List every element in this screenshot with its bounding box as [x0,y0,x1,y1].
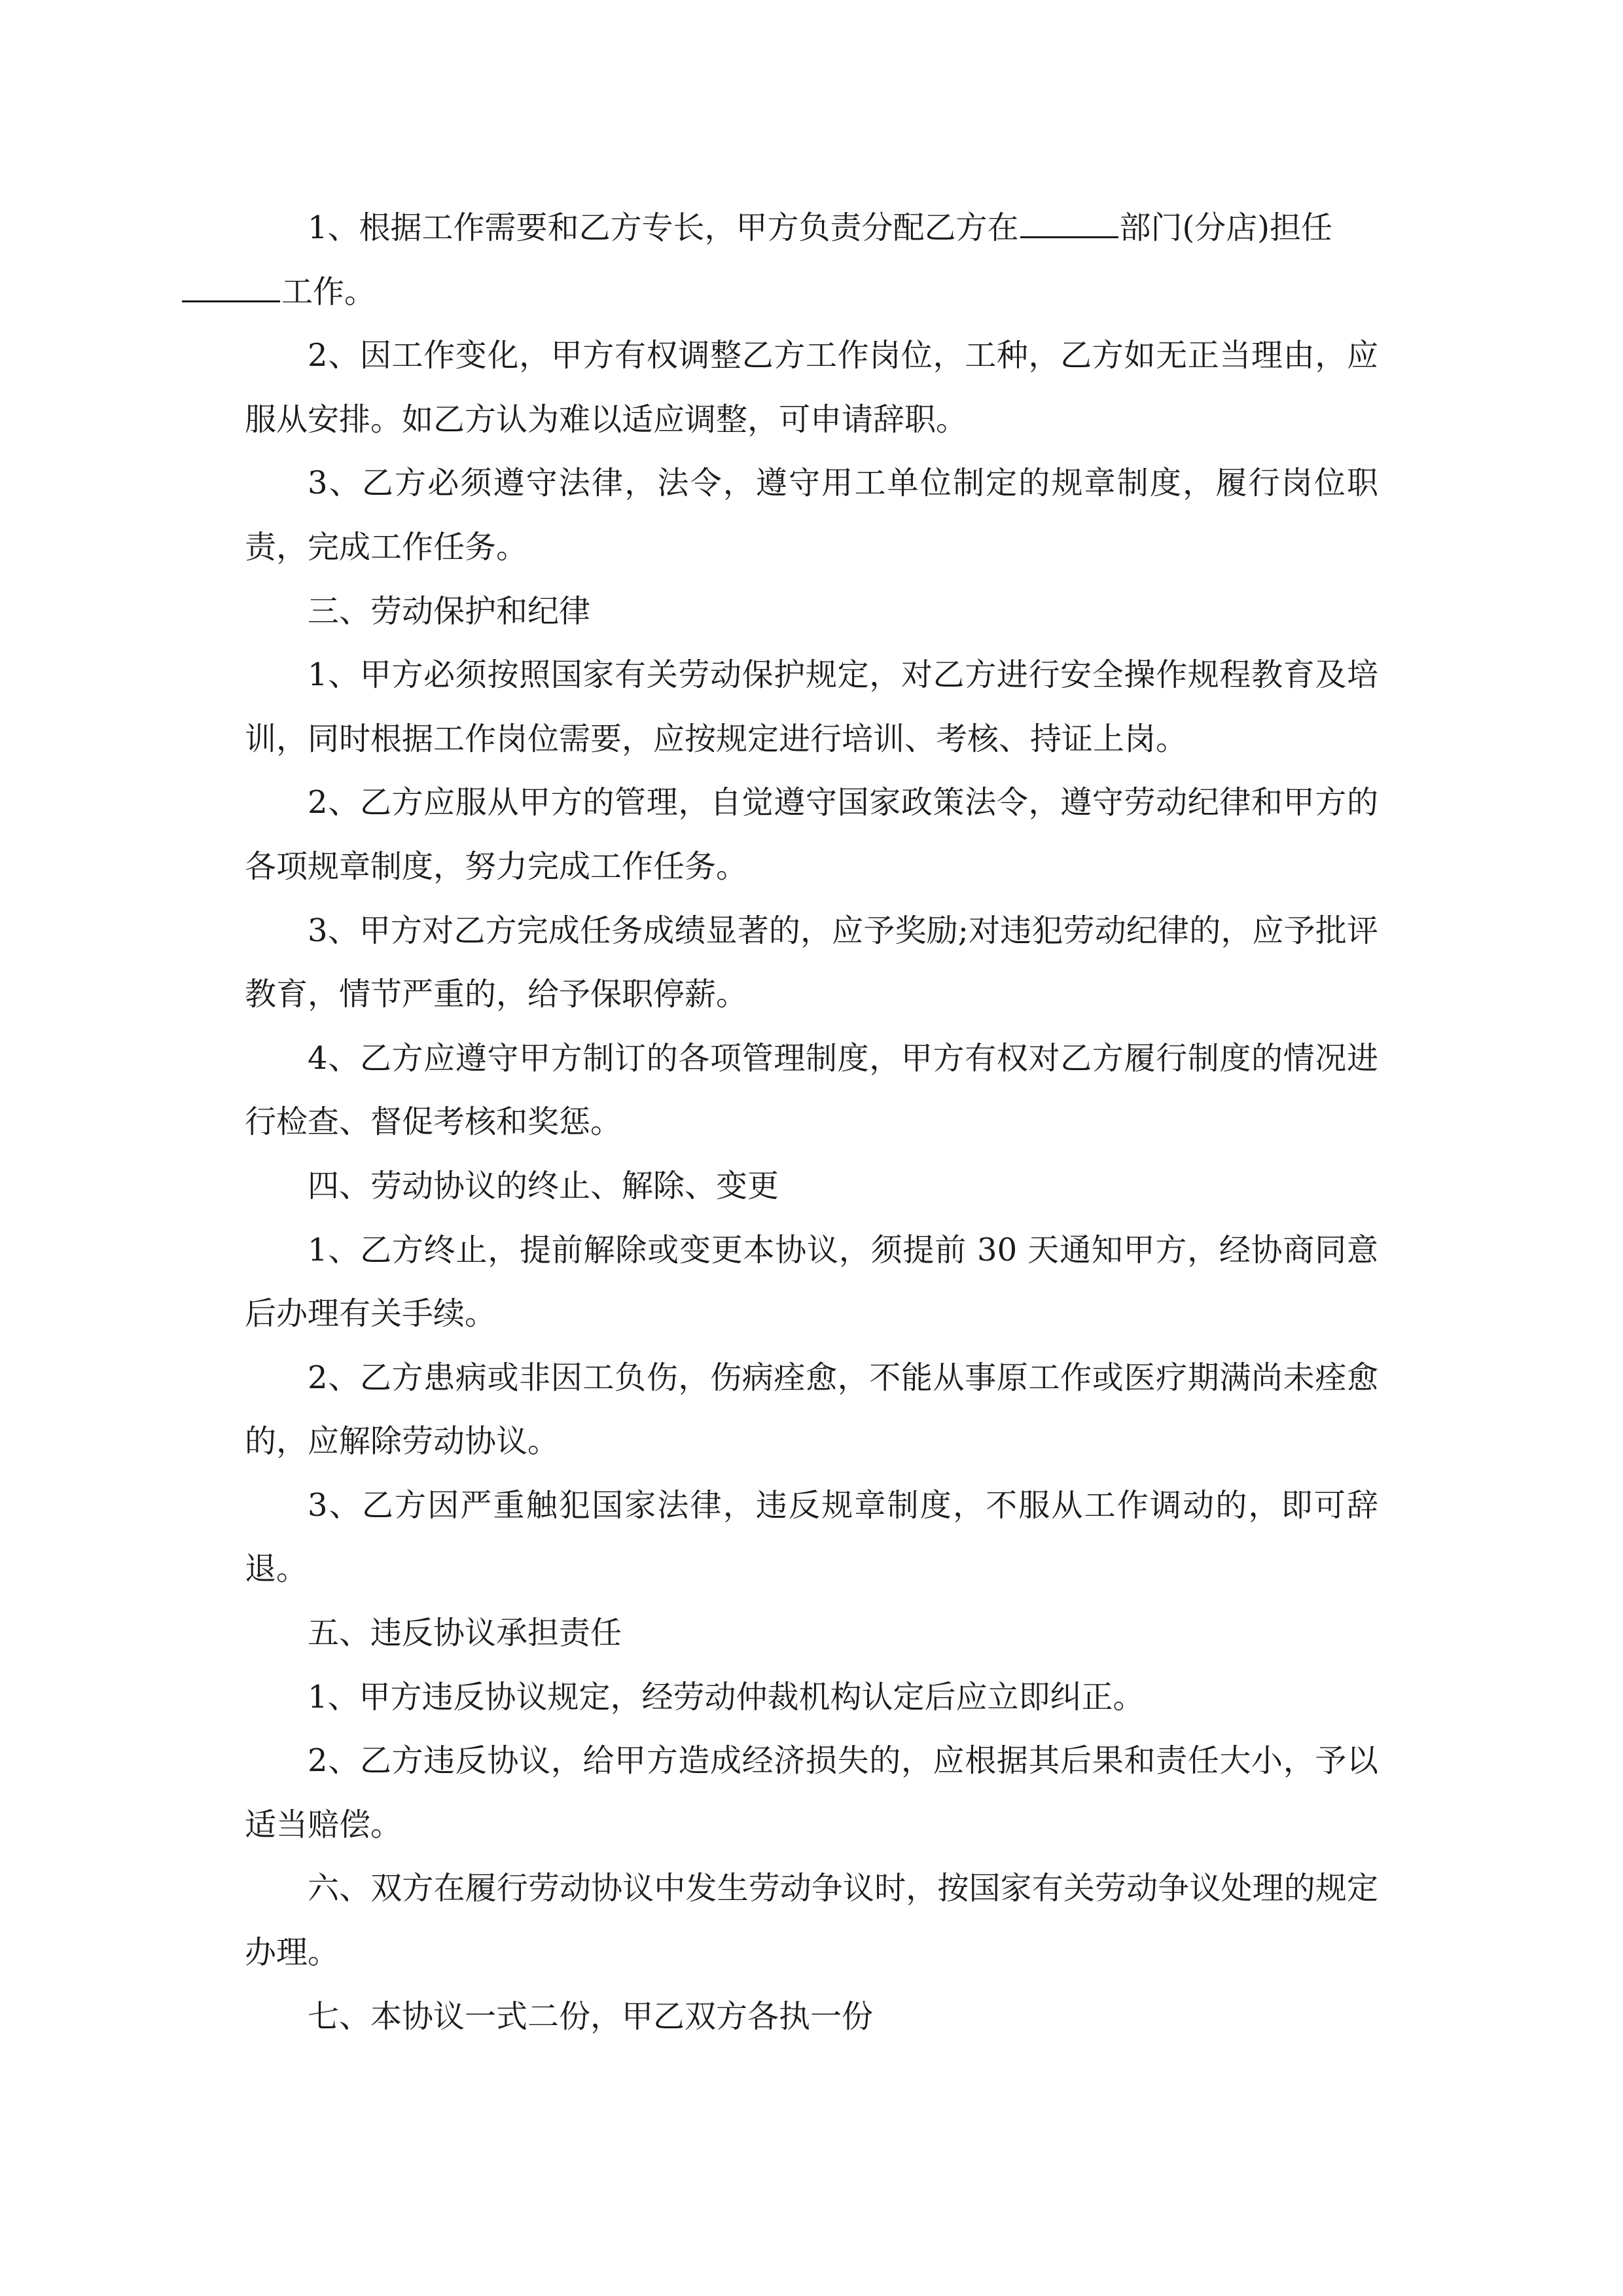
paragraph-12: 2、乙方违反协议，给甲方造成经济损失的，应根据其后果和责任大小，予以适当赔偿。 [245,1742,1378,1843]
paragraph-1 [245,196,1378,324]
section-heading-5: 五、违反协议承担责任 [308,1615,622,1652]
paragraph-5: 2、乙方应服从甲方的管理，自觉遵守国家政策法令，遵守劳动纪律和甲方的各项规章制度，努力完成工作任务。 [245,784,1378,885]
paragraph-1-text-a: 1、根据工作需要和乙方专长，甲方负责分配乙方在 [308,209,1019,246]
paragraph-8: 1、乙方终止，提前解除或变更本协议，须提前 30 天通知甲方，经协商同意后办理有关手续。 [245,1231,1378,1333]
section-heading-7: 七、本协议一式二份，甲乙双方各执一份 [308,1998,874,2035]
paragraph-1-text-c: 工作。 [281,273,376,310]
paragraph-1-text-b: 部门(分店)担任 [1119,209,1333,246]
paragraph-11: 1、甲方违反协议规定，经劳动仲裁机构认定后应立即纠正。 [308,1678,1145,1715]
blank-field-job[interactable] [182,274,280,302]
section-heading-4: 四、劳动协议的终止、解除、变更 [308,1167,779,1204]
document-body [245,196,1378,2049]
paragraph-3: 3、乙方必须遵守法律，法令，遵守用工单位制定的规章制度，履行岗位职责，完成工作任务。 [245,465,1378,565]
section-heading-3: 三、劳动保护和纪律 [308,592,591,630]
paragraph-2: 2、因工作变化，甲方有权调整乙方工作岗位，工种，乙方如无正当理由，应服从安排。如乙方认为难以适应调整，可申请辞职。 [245,337,1378,438]
paragraph-4: 1、甲方必须按照国家有关劳动保护规定，对乙方进行安全操作规程教育及培训，同时根据工作岗位需要，应按规定进行培训、考核、持证上岗。 [245,656,1378,757]
paragraph-7: 4、乙方应遵守甲方制订的各项管理制度，甲方有权对乙方履行制度的情况进行检查、督促考核和奖惩。 [245,1039,1378,1141]
paragraph-9: 2、乙方患病或非因工负伤，伤病痊愈，不能从事原工作或医疗期满尚未痊愈的，应解除劳动协议。 [245,1359,1378,1460]
paragraph-10: 3、乙方因严重触犯国家法律，违反规章制度，不服从工作调动的，即可辞退。 [245,1486,1378,1588]
blank-field-department[interactable] [1020,210,1118,238]
paragraph-6: 3、甲方对乙方完成任务成绩显著的，应予奖励;对违犯劳动纪律的，应予批评教育，情节严重的，给予保职停薪。 [245,912,1378,1013]
section-heading-6: 六、双方在履行劳动协议中发生劳动争议时，按国家有关劳动争议处理的规定办理。 [245,1870,1378,1971]
